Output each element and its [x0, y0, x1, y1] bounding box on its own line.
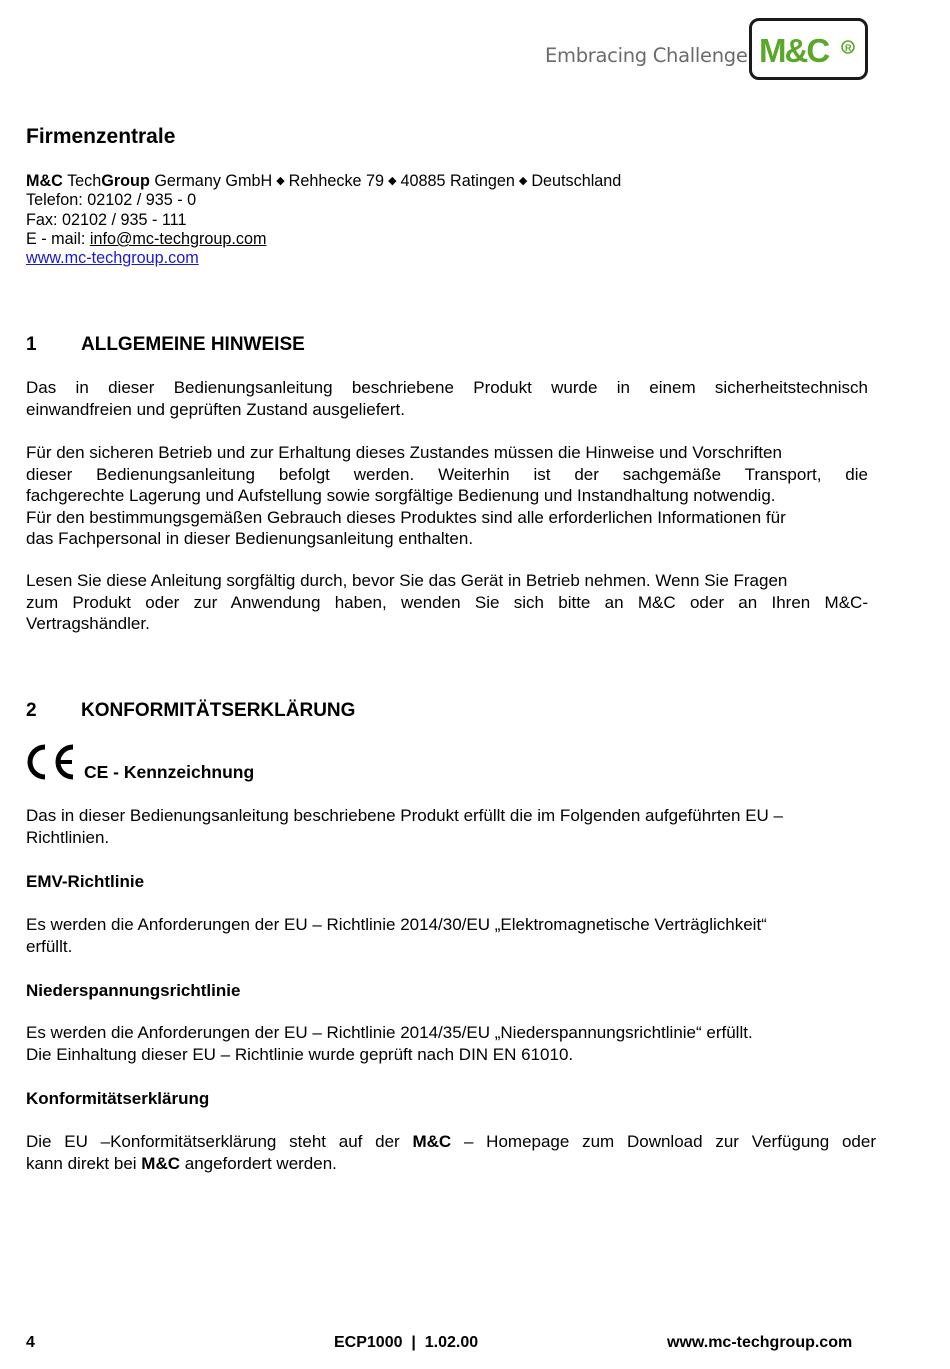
company-address-line: M&C TechGroup Germany GmbH ◆ Rehhecke 79 ◆ 40885 Ratingen ◆ Deutschland	[26, 172, 622, 190]
text-line: das Fachpersonal in dieser Bedienungsanleitung enthalten.	[26, 529, 474, 548]
konformitaet-heading: Konformitätserklärung	[26, 1089, 210, 1108]
section-title: KONFORMITÄTSERKLÄRUNG	[81, 700, 356, 721]
text-line: kann direkt bei M&C angefordert werden.	[26, 1153, 337, 1173]
text-line: Die Einhaltung dieser EU – Richtlinie wurde geprüft nach DIN EN 61010.	[26, 1044, 574, 1064]
text-line: Für den bestimmungsgemäßen Gebrauch dieses Produktes sind alle erforderlichen Informationen für	[26, 507, 786, 527]
section-title: ALLGEMEINE HINWEISE	[81, 334, 305, 355]
website-link[interactable]: www.mc-techgroup.com	[26, 249, 199, 268]
konformitaet-paragraph	[26, 1131, 876, 1174]
email-line: E - mail: info@mc-techgroup.com	[26, 229, 267, 248]
ce-label: CE - Kennzeichnung	[84, 762, 255, 782]
website-line	[26, 249, 621, 268]
ce-mark-icon	[26, 743, 76, 781]
section-1-paragraph-3	[26, 570, 868, 635]
emv-heading: EMV-Richtlinie	[26, 872, 145, 891]
section-1-heading	[26, 334, 305, 356]
email-link[interactable]: info@mc-techgroup.com	[89, 229, 267, 248]
section-1-paragraph-1	[26, 377, 868, 420]
footer-page-number: 4	[26, 1334, 35, 1351]
svg-text:R: R	[845, 43, 852, 53]
text-line: Es werden die Anforderungen der EU – Richtlinie 2014/30/EU „Elektromagnetische Verträglichkeit“	[26, 915, 767, 934]
footer-website: www.mc-techgroup.com	[667, 1334, 853, 1351]
text-line: Es werden die Anforderungen der EU – Richtlinie 2014/35/EU „Niederspannungsrichtlinie“ erfüllt.	[26, 1023, 753, 1042]
section-2-heading	[26, 700, 355, 722]
text-line: erfüllt.	[26, 936, 73, 956]
section-number: 2	[26, 700, 37, 721]
text-line: fachgerechte Lagerung und Aufstellung sowie sorgfältige Bedienung und Instandhaltung notwendig.	[26, 486, 776, 505]
diamond-bullet-icon: ◆	[518, 175, 528, 187]
diamond-bullet-icon: ◆	[276, 175, 285, 187]
text-line: Vertragshändler.	[26, 614, 150, 633]
ce-intro-paragraph	[26, 805, 868, 848]
niederspannung-paragraph	[26, 1022, 868, 1065]
text-line: zum Produkt oder zur Anwendung haben, wenden Sie sich bitte an M&C oder an Ihren M&C-	[26, 592, 868, 612]
diamond-bullet-icon: ◆	[388, 175, 397, 187]
footer-document-id: ECP1000 | 1.02.00	[334, 1334, 479, 1351]
text-line: einwandfreien und geprüften Zustand ausgeliefert.	[26, 399, 405, 419]
text-line: Die EU –Konformitätserklärung steht auf der M&C – Homepage zum Download zur Verfügung oder	[26, 1132, 876, 1151]
fax-line: Fax: 02102 / 935 - 111	[26, 210, 187, 229]
section-1-paragraph-2	[26, 442, 868, 550]
emv-paragraph	[26, 914, 868, 957]
text-line: Lesen Sie diese Anleitung sorgfältig durch, bevor Sie das Gerät in Betrieb nehmen. Wenn Sie Fragen	[26, 571, 788, 590]
company-title: Firmenzentrale	[26, 125, 176, 148]
text-line: dieser Bedienungsanleitung befolgt werden. Weiterhin ist der sachgemäße Transport, die	[26, 464, 868, 484]
section-number: 1	[26, 334, 37, 355]
text-line: Richtlinien.	[26, 827, 110, 847]
company-logo	[749, 18, 868, 80]
phone-line: Telefon: 02102 / 935 - 0	[26, 191, 197, 210]
text-line: Das in dieser Bedienungsanleitung beschriebene Produkt wurde in einem sicherheitstechnisch	[26, 378, 868, 397]
contact-block	[26, 172, 621, 268]
header-tagline: Embracing Challenge	[545, 44, 748, 67]
svg-text:M&C: M&C	[759, 32, 829, 69]
text-line: Das in dieser Bedienungsanleitung beschriebene Produkt erfüllt die im Folgenden aufgeführten EU –	[26, 806, 783, 825]
text-line: Für den sicheren Betrieb und zur Erhaltung dieses Zustandes müssen die Hinweise und Vorschriften	[26, 443, 782, 462]
niederspannung-heading: Niederspannungsrichtlinie	[26, 981, 241, 1000]
